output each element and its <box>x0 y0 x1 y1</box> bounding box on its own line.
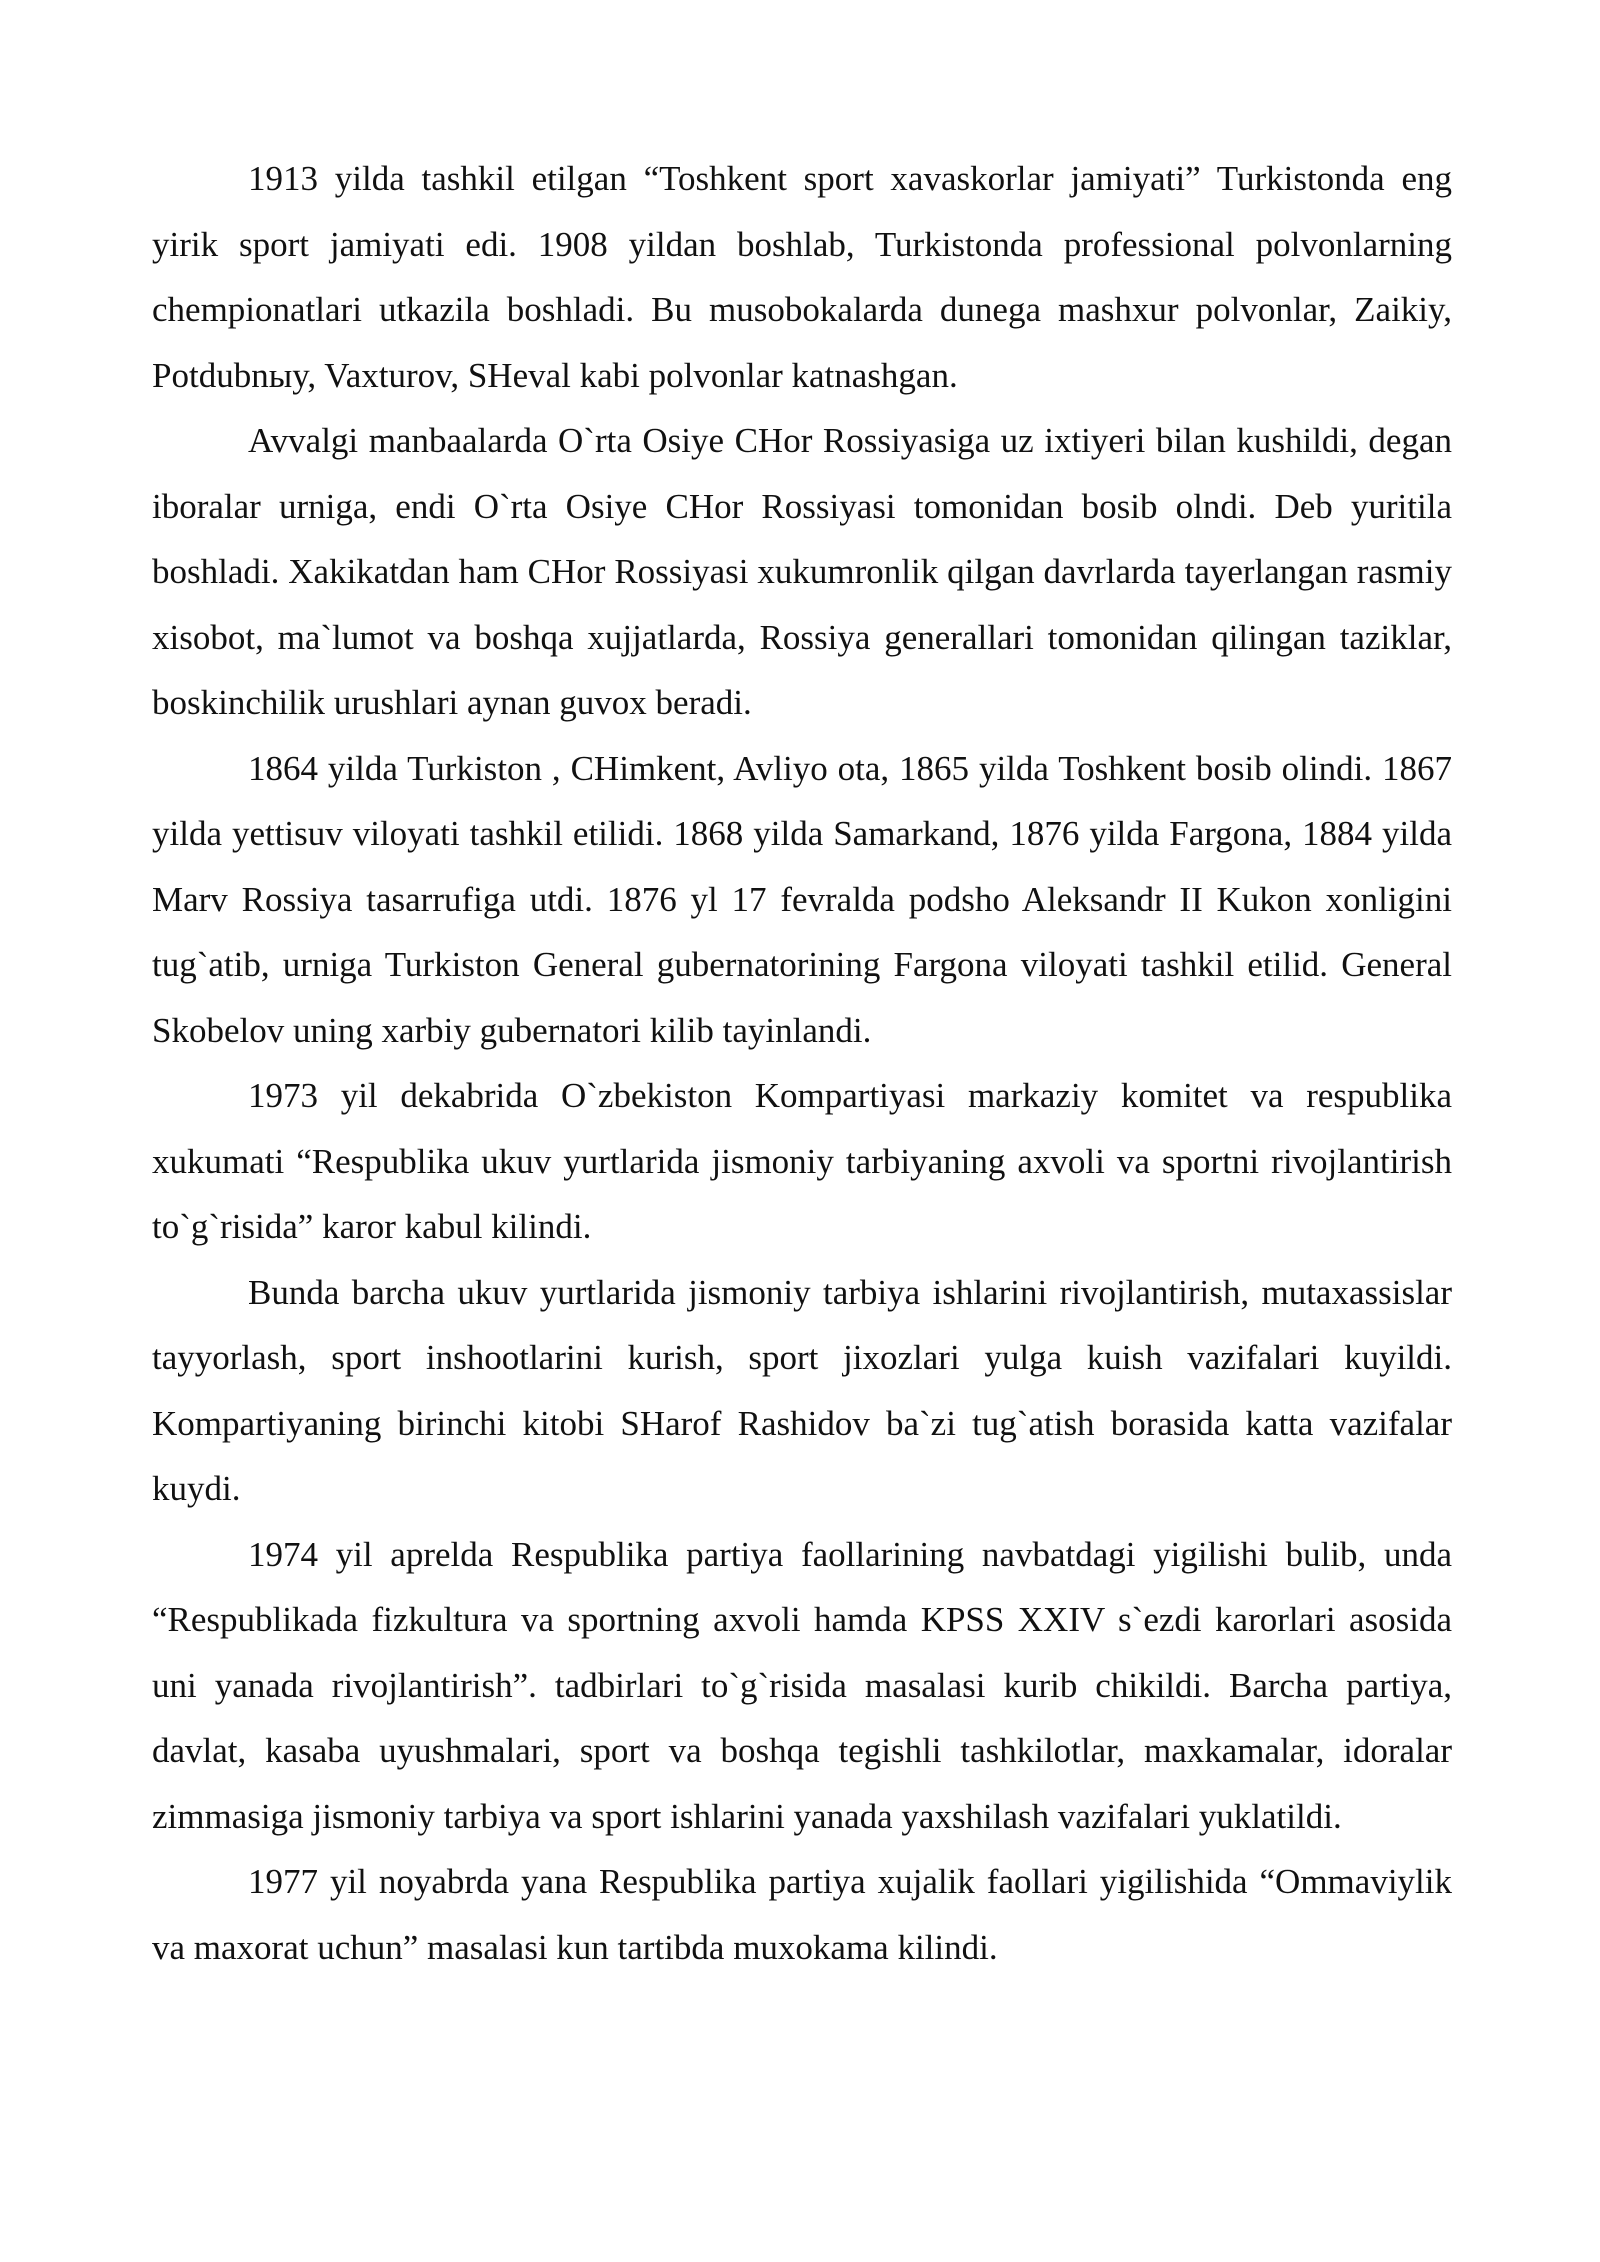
paragraph-3: 1864 yilda Turkiston , CHimkent, Avliyo ota, 1865 yilda Toshkent bosib olindi. 1867 yilda yettisuv viloyati tashkil etilidi. 1868 yilda Samarkand, 1876 yilda Fargona, 1884 yilda Marv Rossiya tasarrufiga utdi. 1876 yl 17 fevralda podsho Aleksandr II Kukon xonligini tug`atib, urniga Turkiston General gubernatorining Fargona viloyati tashkil etilid. General Skobelov uning xarbiy gubernatori kilib tayinlandi. <box>152 748 1452 1050</box>
paragraph-6: 1974 yil aprelda Respublika partiya faollarining navbatdagi yigilishi bulib, unda “Respublikada fizkultura va sportning axvoli hamda KPSS XXIV s`ezdi karorlari asosida uni yanada rivojlantirish”. tadbirlari to`g`risida masalasi kurib chikildi. Barcha partiya, davlat, kasaba uyushmalari, sport va boshqa tegishli tashkilotlar, maxkamalar, idoralar zimmasiga jismoniy tarbiya va sport ishlarini yanada yaxshilash vazifalari yuklatildi. <box>152 1534 1452 1836</box>
document-page <box>152 146 1452 1980</box>
paragraph-4: 1973 yil dekabrida O`zbekiston Kompartiyasi markaziy komitet va respublika xukumati “Respublika ukuv yurtlarida jismoniy tarbiyaning axvoli va sportni rivojlantirish to`g`risida” karor kabul kilindi. <box>152 1076 1452 1246</box>
paragraph-5: Bunda barcha ukuv yurtlarida jismoniy tarbiya ishlarini rivojlantirish, mutaxassislar tayyorlash, sport inshootlarini kurish, sport jixozlari yulga kuish vazifalari kuyildi. Kompartiyaning birinchi kitobi SHarof Rashidov ba`zi tug`atish borasida katta vazifalar kuydi. <box>152 1272 1452 1508</box>
paragraph-7: 1977 yil noyabrda yana Respublika partiya xujalik faollari yigilishida “Ommaviylik va maxorat uchun” masalasi kun tartibda muxokama kilindi. <box>152 1862 1452 1967</box>
paragraph-2: Avvalgi manbaalarda O`rta Osiye CHor Rossiyasiga uz ixtiyeri bilan kushildi, degan iboralar urniga, endi O`rta Osiye CHor Rossiyasi tomonidan bosib olndi. Deb yuritila boshladi. Xakikatdan ham CHor Rossiyasi xukumronlik qilgan davrlarda tayerlangan rasmiy xisobot, ma`lumot va boshqa xujjatlarda, Rossiya generallari tomonidan qilingan taziklar, boskinchilik urushlari aynan guvox beradi. <box>152 421 1452 722</box>
paragraph-1: 1913 yilda tashkil etilgan “Toshkent sport xavaskorlar jamiyati” Turkistonda eng yirik sport jamiyati edi. 1908 yildan boshlab, Turkistonda professional polvonlarning chempionatlari utkazila boshladi. Bu musobokalarda dunega mashxur polvonlar, Zaikiy, Potdubnыy, Vaxturov, SHeval kabi polvonlar katnashgan. <box>152 159 1452 395</box>
